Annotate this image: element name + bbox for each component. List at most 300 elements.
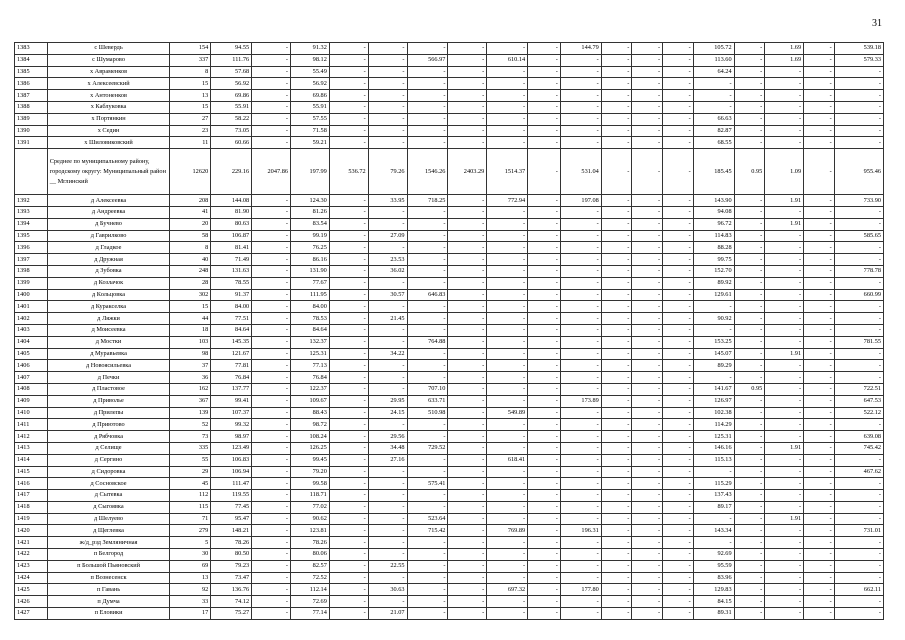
value-cell: 1.69 bbox=[765, 54, 804, 66]
value-cell: - bbox=[765, 324, 804, 336]
value-cell: - bbox=[834, 549, 883, 561]
row-number-cell: 1399 bbox=[15, 277, 48, 289]
value-cell: - bbox=[663, 360, 694, 372]
value-cell: - bbox=[663, 490, 694, 502]
value-cell: - bbox=[765, 90, 804, 102]
value-cell: - bbox=[487, 324, 528, 336]
table-row bbox=[15, 431, 884, 443]
value-cell: 1.69 bbox=[765, 43, 804, 55]
value-cell: - bbox=[663, 348, 694, 360]
value-cell: - bbox=[765, 101, 804, 113]
value-cell: - bbox=[368, 206, 407, 218]
table-row bbox=[15, 125, 884, 137]
value-cell: - bbox=[663, 230, 694, 242]
value-cell: - bbox=[734, 90, 765, 102]
value-cell: - bbox=[252, 549, 291, 561]
value-cell: - bbox=[487, 490, 528, 502]
value-cell: - bbox=[252, 54, 291, 66]
value-cell: - bbox=[734, 66, 765, 78]
value-cell: - bbox=[834, 501, 883, 513]
value-cell: - bbox=[487, 66, 528, 78]
value-cell: - bbox=[368, 125, 407, 137]
value-cell: - bbox=[804, 596, 835, 608]
row-number-cell: 1420 bbox=[15, 525, 48, 537]
value-cell: - bbox=[765, 537, 804, 549]
value-cell: 722.51 bbox=[834, 383, 883, 395]
value-cell: - bbox=[632, 137, 663, 149]
value-cell: - bbox=[329, 313, 368, 325]
value-cell: - bbox=[663, 149, 694, 195]
value-cell: - bbox=[560, 301, 601, 313]
table-row bbox=[15, 407, 884, 419]
value-cell: - bbox=[407, 242, 448, 254]
value-cell: - bbox=[448, 501, 487, 513]
value-cell: - bbox=[734, 584, 765, 596]
value-cell: - bbox=[693, 324, 734, 336]
value-cell: 5 bbox=[170, 537, 211, 549]
value-cell: - bbox=[329, 336, 368, 348]
settlement-name-cell: ж/д_рзд Земляничная bbox=[47, 537, 170, 549]
value-cell: - bbox=[601, 490, 632, 502]
table-row bbox=[15, 442, 884, 454]
value-cell: - bbox=[329, 254, 368, 266]
value-cell: - bbox=[765, 125, 804, 137]
value-cell: - bbox=[252, 537, 291, 549]
value-cell: - bbox=[560, 572, 601, 584]
value-cell: - bbox=[368, 54, 407, 66]
value-cell: - bbox=[368, 301, 407, 313]
value-cell: - bbox=[487, 90, 528, 102]
settlement-name-cell: д Шелуево bbox=[47, 513, 170, 525]
value-cell: 94.55 bbox=[211, 43, 252, 55]
value-cell: 137.77 bbox=[211, 383, 252, 395]
value-cell: - bbox=[834, 137, 883, 149]
value-cell: 129.61 bbox=[693, 289, 734, 301]
value-cell: - bbox=[765, 254, 804, 266]
table-row bbox=[15, 383, 884, 395]
value-cell: 99.75 bbox=[693, 254, 734, 266]
value-cell: 152.70 bbox=[693, 265, 734, 277]
table-row bbox=[15, 313, 884, 325]
value-cell: - bbox=[765, 230, 804, 242]
value-cell: 58 bbox=[170, 230, 211, 242]
value-cell: - bbox=[734, 113, 765, 125]
value-cell: - bbox=[765, 242, 804, 254]
value-cell: - bbox=[528, 113, 561, 125]
value-cell: 55.91 bbox=[291, 101, 330, 113]
value-cell: 80.06 bbox=[291, 549, 330, 561]
value-cell: - bbox=[407, 125, 448, 137]
value-cell: - bbox=[804, 584, 835, 596]
value-cell: - bbox=[804, 513, 835, 525]
value-cell: 77.45 bbox=[211, 501, 252, 513]
value-cell: - bbox=[601, 596, 632, 608]
value-cell: 123.49 bbox=[211, 442, 252, 454]
value-cell: - bbox=[804, 419, 835, 431]
value-cell: - bbox=[834, 242, 883, 254]
value-cell: - bbox=[487, 289, 528, 301]
value-cell: - bbox=[528, 54, 561, 66]
value-cell: - bbox=[601, 149, 632, 195]
value-cell: - bbox=[601, 66, 632, 78]
value-cell: - bbox=[765, 395, 804, 407]
value-cell: - bbox=[368, 113, 407, 125]
settlement-name-cell: д Новоясильевка bbox=[47, 360, 170, 372]
value-cell: - bbox=[329, 277, 368, 289]
value-cell: - bbox=[329, 206, 368, 218]
value-cell: - bbox=[765, 360, 804, 372]
value-cell: - bbox=[368, 372, 407, 384]
value-cell: 34.22 bbox=[368, 348, 407, 360]
value-cell: - bbox=[528, 289, 561, 301]
settlement-name-cell: х Седин bbox=[47, 125, 170, 137]
settlement-name-cell: х Алексеевский bbox=[47, 78, 170, 90]
value-cell: 57.68 bbox=[211, 66, 252, 78]
value-cell: 618.41 bbox=[487, 454, 528, 466]
row-number-cell: 1410 bbox=[15, 407, 48, 419]
value-cell: 99.45 bbox=[291, 454, 330, 466]
value-cell: - bbox=[448, 596, 487, 608]
value-cell: - bbox=[765, 336, 804, 348]
value-cell: 772.94 bbox=[487, 195, 528, 207]
value-cell: - bbox=[487, 513, 528, 525]
value-cell: 83.54 bbox=[291, 218, 330, 230]
row-number-cell: 1416 bbox=[15, 478, 48, 490]
value-cell: - bbox=[601, 525, 632, 537]
value-cell: - bbox=[487, 549, 528, 561]
value-cell: 52 bbox=[170, 419, 211, 431]
value-cell: - bbox=[804, 560, 835, 572]
settlement-name-cell: д Мостки bbox=[47, 336, 170, 348]
settlement-name-cell: Среднее по муниципальному району, городскому округу: Муниципальный район __ Мглинский bbox=[47, 149, 170, 195]
value-cell: 154 bbox=[170, 43, 211, 55]
value-cell: - bbox=[632, 572, 663, 584]
value-cell: 8 bbox=[170, 66, 211, 78]
value-cell: - bbox=[804, 137, 835, 149]
value-cell: - bbox=[528, 501, 561, 513]
value-cell: - bbox=[368, 549, 407, 561]
row-number-cell: 1385 bbox=[15, 66, 48, 78]
value-cell: 335 bbox=[170, 442, 211, 454]
value-cell: - bbox=[528, 206, 561, 218]
value-cell: - bbox=[528, 537, 561, 549]
value-cell: 78.53 bbox=[291, 313, 330, 325]
value-cell: - bbox=[329, 383, 368, 395]
value-cell: - bbox=[804, 301, 835, 313]
value-cell: - bbox=[804, 230, 835, 242]
value-cell: - bbox=[560, 419, 601, 431]
value-cell: 27.16 bbox=[368, 454, 407, 466]
value-cell: - bbox=[329, 501, 368, 513]
value-cell: - bbox=[632, 584, 663, 596]
value-cell: 99.41 bbox=[211, 395, 252, 407]
value-cell: - bbox=[528, 137, 561, 149]
value-cell: - bbox=[632, 348, 663, 360]
value-cell: - bbox=[663, 596, 694, 608]
value-cell: - bbox=[804, 149, 835, 195]
value-cell: - bbox=[834, 360, 883, 372]
value-cell: - bbox=[663, 66, 694, 78]
table-row bbox=[15, 348, 884, 360]
value-cell: 15 bbox=[170, 301, 211, 313]
value-cell: - bbox=[560, 324, 601, 336]
value-cell: - bbox=[601, 242, 632, 254]
value-cell: - bbox=[601, 54, 632, 66]
value-cell: 81.90 bbox=[211, 206, 252, 218]
value-cell: - bbox=[487, 466, 528, 478]
value-cell: - bbox=[487, 78, 528, 90]
value-cell: - bbox=[407, 360, 448, 372]
value-cell: 59.21 bbox=[291, 137, 330, 149]
value-cell: 131.63 bbox=[211, 265, 252, 277]
value-cell: - bbox=[368, 537, 407, 549]
value-cell: - bbox=[368, 490, 407, 502]
value-cell: - bbox=[834, 324, 883, 336]
value-cell: - bbox=[601, 289, 632, 301]
value-cell: - bbox=[487, 596, 528, 608]
value-cell: - bbox=[804, 66, 835, 78]
value-cell: - bbox=[834, 218, 883, 230]
value-cell: - bbox=[329, 513, 368, 525]
value-cell: - bbox=[632, 242, 663, 254]
value-cell: - bbox=[448, 265, 487, 277]
value-cell: 248 bbox=[170, 265, 211, 277]
value-cell: - bbox=[663, 466, 694, 478]
value-cell: - bbox=[632, 206, 663, 218]
value-cell: - bbox=[834, 348, 883, 360]
value-cell: - bbox=[632, 537, 663, 549]
value-cell: - bbox=[252, 230, 291, 242]
table-row bbox=[15, 101, 884, 113]
value-cell: 92.69 bbox=[693, 549, 734, 561]
value-cell: - bbox=[487, 206, 528, 218]
value-cell: 78.26 bbox=[291, 537, 330, 549]
value-cell: - bbox=[252, 360, 291, 372]
value-cell: - bbox=[487, 254, 528, 266]
value-cell: - bbox=[329, 560, 368, 572]
settlement-name-cell: д Зубовка bbox=[47, 265, 170, 277]
value-cell: - bbox=[487, 431, 528, 443]
value-cell: 208 bbox=[170, 195, 211, 207]
value-cell: 129.83 bbox=[693, 584, 734, 596]
value-cell: 29.95 bbox=[368, 395, 407, 407]
value-cell: - bbox=[448, 78, 487, 90]
value-cell: - bbox=[487, 372, 528, 384]
value-cell: 55 bbox=[170, 454, 211, 466]
value-cell: 126.25 bbox=[291, 442, 330, 454]
value-cell: 0.95 bbox=[734, 383, 765, 395]
value-cell: - bbox=[528, 478, 561, 490]
value-cell: - bbox=[252, 608, 291, 620]
table-row bbox=[15, 66, 884, 78]
value-cell: - bbox=[734, 348, 765, 360]
value-cell: - bbox=[252, 313, 291, 325]
value-cell: - bbox=[834, 277, 883, 289]
value-cell: - bbox=[329, 265, 368, 277]
value-cell: - bbox=[560, 313, 601, 325]
value-cell: - bbox=[834, 78, 883, 90]
settlement-name-cell: п Большой Пьяновский bbox=[47, 560, 170, 572]
value-cell: - bbox=[407, 313, 448, 325]
value-cell: 73 bbox=[170, 431, 211, 443]
value-cell: - bbox=[560, 137, 601, 149]
value-cell: - bbox=[834, 206, 883, 218]
value-cell: - bbox=[663, 242, 694, 254]
table-row bbox=[15, 584, 884, 596]
value-cell: - bbox=[734, 137, 765, 149]
value-cell: - bbox=[528, 442, 561, 454]
value-cell: 37 bbox=[170, 360, 211, 372]
value-cell: - bbox=[448, 442, 487, 454]
value-cell: - bbox=[734, 513, 765, 525]
row-number-cell: 1427 bbox=[15, 608, 48, 620]
value-cell: - bbox=[448, 206, 487, 218]
value-cell: - bbox=[734, 478, 765, 490]
value-cell: - bbox=[765, 265, 804, 277]
value-cell: - bbox=[663, 372, 694, 384]
value-cell: - bbox=[663, 336, 694, 348]
value-cell: 610.14 bbox=[487, 54, 528, 66]
value-cell: 76.84 bbox=[211, 372, 252, 384]
settlement-name-cell: д Козлачок bbox=[47, 277, 170, 289]
value-cell: - bbox=[601, 348, 632, 360]
value-cell: 23 bbox=[170, 125, 211, 137]
value-cell: - bbox=[601, 372, 632, 384]
value-cell: - bbox=[834, 608, 883, 620]
table-row bbox=[15, 372, 884, 384]
table-row bbox=[15, 289, 884, 301]
value-cell: - bbox=[765, 78, 804, 90]
value-cell: - bbox=[693, 101, 734, 113]
value-cell: - bbox=[601, 383, 632, 395]
value-cell: - bbox=[663, 113, 694, 125]
value-cell: - bbox=[528, 348, 561, 360]
value-cell: - bbox=[632, 407, 663, 419]
value-cell: - bbox=[693, 537, 734, 549]
value-cell: 77.13 bbox=[291, 360, 330, 372]
settlement-name-cell: д Сергино bbox=[47, 454, 170, 466]
value-cell: - bbox=[368, 218, 407, 230]
value-cell: 662.11 bbox=[834, 584, 883, 596]
value-cell: 145.35 bbox=[211, 336, 252, 348]
value-cell: 83.96 bbox=[693, 572, 734, 584]
row-number-cell: 1418 bbox=[15, 501, 48, 513]
value-cell: - bbox=[834, 372, 883, 384]
value-cell: 148.21 bbox=[211, 525, 252, 537]
value-cell: - bbox=[663, 454, 694, 466]
value-cell: - bbox=[448, 513, 487, 525]
value-cell: - bbox=[252, 431, 291, 443]
value-cell: 15 bbox=[170, 78, 211, 90]
value-cell: - bbox=[734, 525, 765, 537]
value-cell: 124.30 bbox=[291, 195, 330, 207]
value-cell: - bbox=[804, 407, 835, 419]
value-cell: 143.90 bbox=[693, 195, 734, 207]
table-row bbox=[15, 324, 884, 336]
value-cell: 125.31 bbox=[291, 348, 330, 360]
table-row bbox=[15, 360, 884, 372]
value-cell: - bbox=[407, 560, 448, 572]
value-cell: - bbox=[632, 478, 663, 490]
value-cell: - bbox=[804, 113, 835, 125]
value-cell: - bbox=[765, 383, 804, 395]
value-cell: - bbox=[765, 137, 804, 149]
value-cell: 89.29 bbox=[693, 360, 734, 372]
value-cell: - bbox=[834, 125, 883, 137]
value-cell: - bbox=[601, 265, 632, 277]
row-number-cell: 1383 bbox=[15, 43, 48, 55]
value-cell: 123.81 bbox=[291, 525, 330, 537]
value-cell: - bbox=[560, 596, 601, 608]
value-cell: 69.86 bbox=[211, 90, 252, 102]
value-cell: - bbox=[632, 101, 663, 113]
value-cell: - bbox=[734, 596, 765, 608]
value-cell: - bbox=[560, 513, 601, 525]
value-cell: - bbox=[734, 265, 765, 277]
value-cell: - bbox=[734, 242, 765, 254]
value-cell: - bbox=[734, 324, 765, 336]
value-cell: - bbox=[734, 407, 765, 419]
value-cell: - bbox=[765, 560, 804, 572]
value-cell: - bbox=[834, 513, 883, 525]
row-number-cell: 1411 bbox=[15, 419, 48, 431]
value-cell: - bbox=[329, 596, 368, 608]
value-cell: - bbox=[765, 490, 804, 502]
value-cell: 77.81 bbox=[211, 360, 252, 372]
value-cell: - bbox=[487, 313, 528, 325]
table-row bbox=[15, 78, 884, 90]
value-cell: 144.08 bbox=[211, 195, 252, 207]
value-cell: 731.01 bbox=[834, 525, 883, 537]
value-cell: 106.87 bbox=[211, 230, 252, 242]
value-cell: - bbox=[663, 560, 694, 572]
value-cell: - bbox=[804, 254, 835, 266]
row-number-cell: 1403 bbox=[15, 324, 48, 336]
value-cell: - bbox=[804, 478, 835, 490]
value-cell: - bbox=[329, 584, 368, 596]
value-cell: - bbox=[329, 454, 368, 466]
value-cell: - bbox=[804, 572, 835, 584]
value-cell: 80.50 bbox=[211, 549, 252, 561]
value-cell: 106.83 bbox=[211, 454, 252, 466]
value-cell: - bbox=[560, 537, 601, 549]
value-cell: - bbox=[765, 419, 804, 431]
value-cell: 76.25 bbox=[291, 242, 330, 254]
value-cell: - bbox=[601, 254, 632, 266]
value-cell: - bbox=[487, 301, 528, 313]
value-cell: - bbox=[804, 313, 835, 325]
value-cell: - bbox=[448, 431, 487, 443]
value-cell: 72.52 bbox=[291, 572, 330, 584]
value-cell: 86.16 bbox=[291, 254, 330, 266]
table-row bbox=[15, 549, 884, 561]
row-number-cell: 1409 bbox=[15, 395, 48, 407]
table-row bbox=[15, 478, 884, 490]
value-cell: - bbox=[734, 501, 765, 513]
value-cell: - bbox=[368, 90, 407, 102]
value-cell: - bbox=[693, 466, 734, 478]
value-cell: - bbox=[528, 230, 561, 242]
value-cell: 72.69 bbox=[291, 596, 330, 608]
value-cell: 41 bbox=[170, 206, 211, 218]
settlement-name-cell: с Шевердь bbox=[47, 43, 170, 55]
value-cell: - bbox=[834, 596, 883, 608]
value-cell: - bbox=[834, 90, 883, 102]
value-cell: 144.79 bbox=[560, 43, 601, 55]
value-cell: 78.55 bbox=[211, 277, 252, 289]
value-cell: - bbox=[560, 289, 601, 301]
value-cell: - bbox=[487, 218, 528, 230]
